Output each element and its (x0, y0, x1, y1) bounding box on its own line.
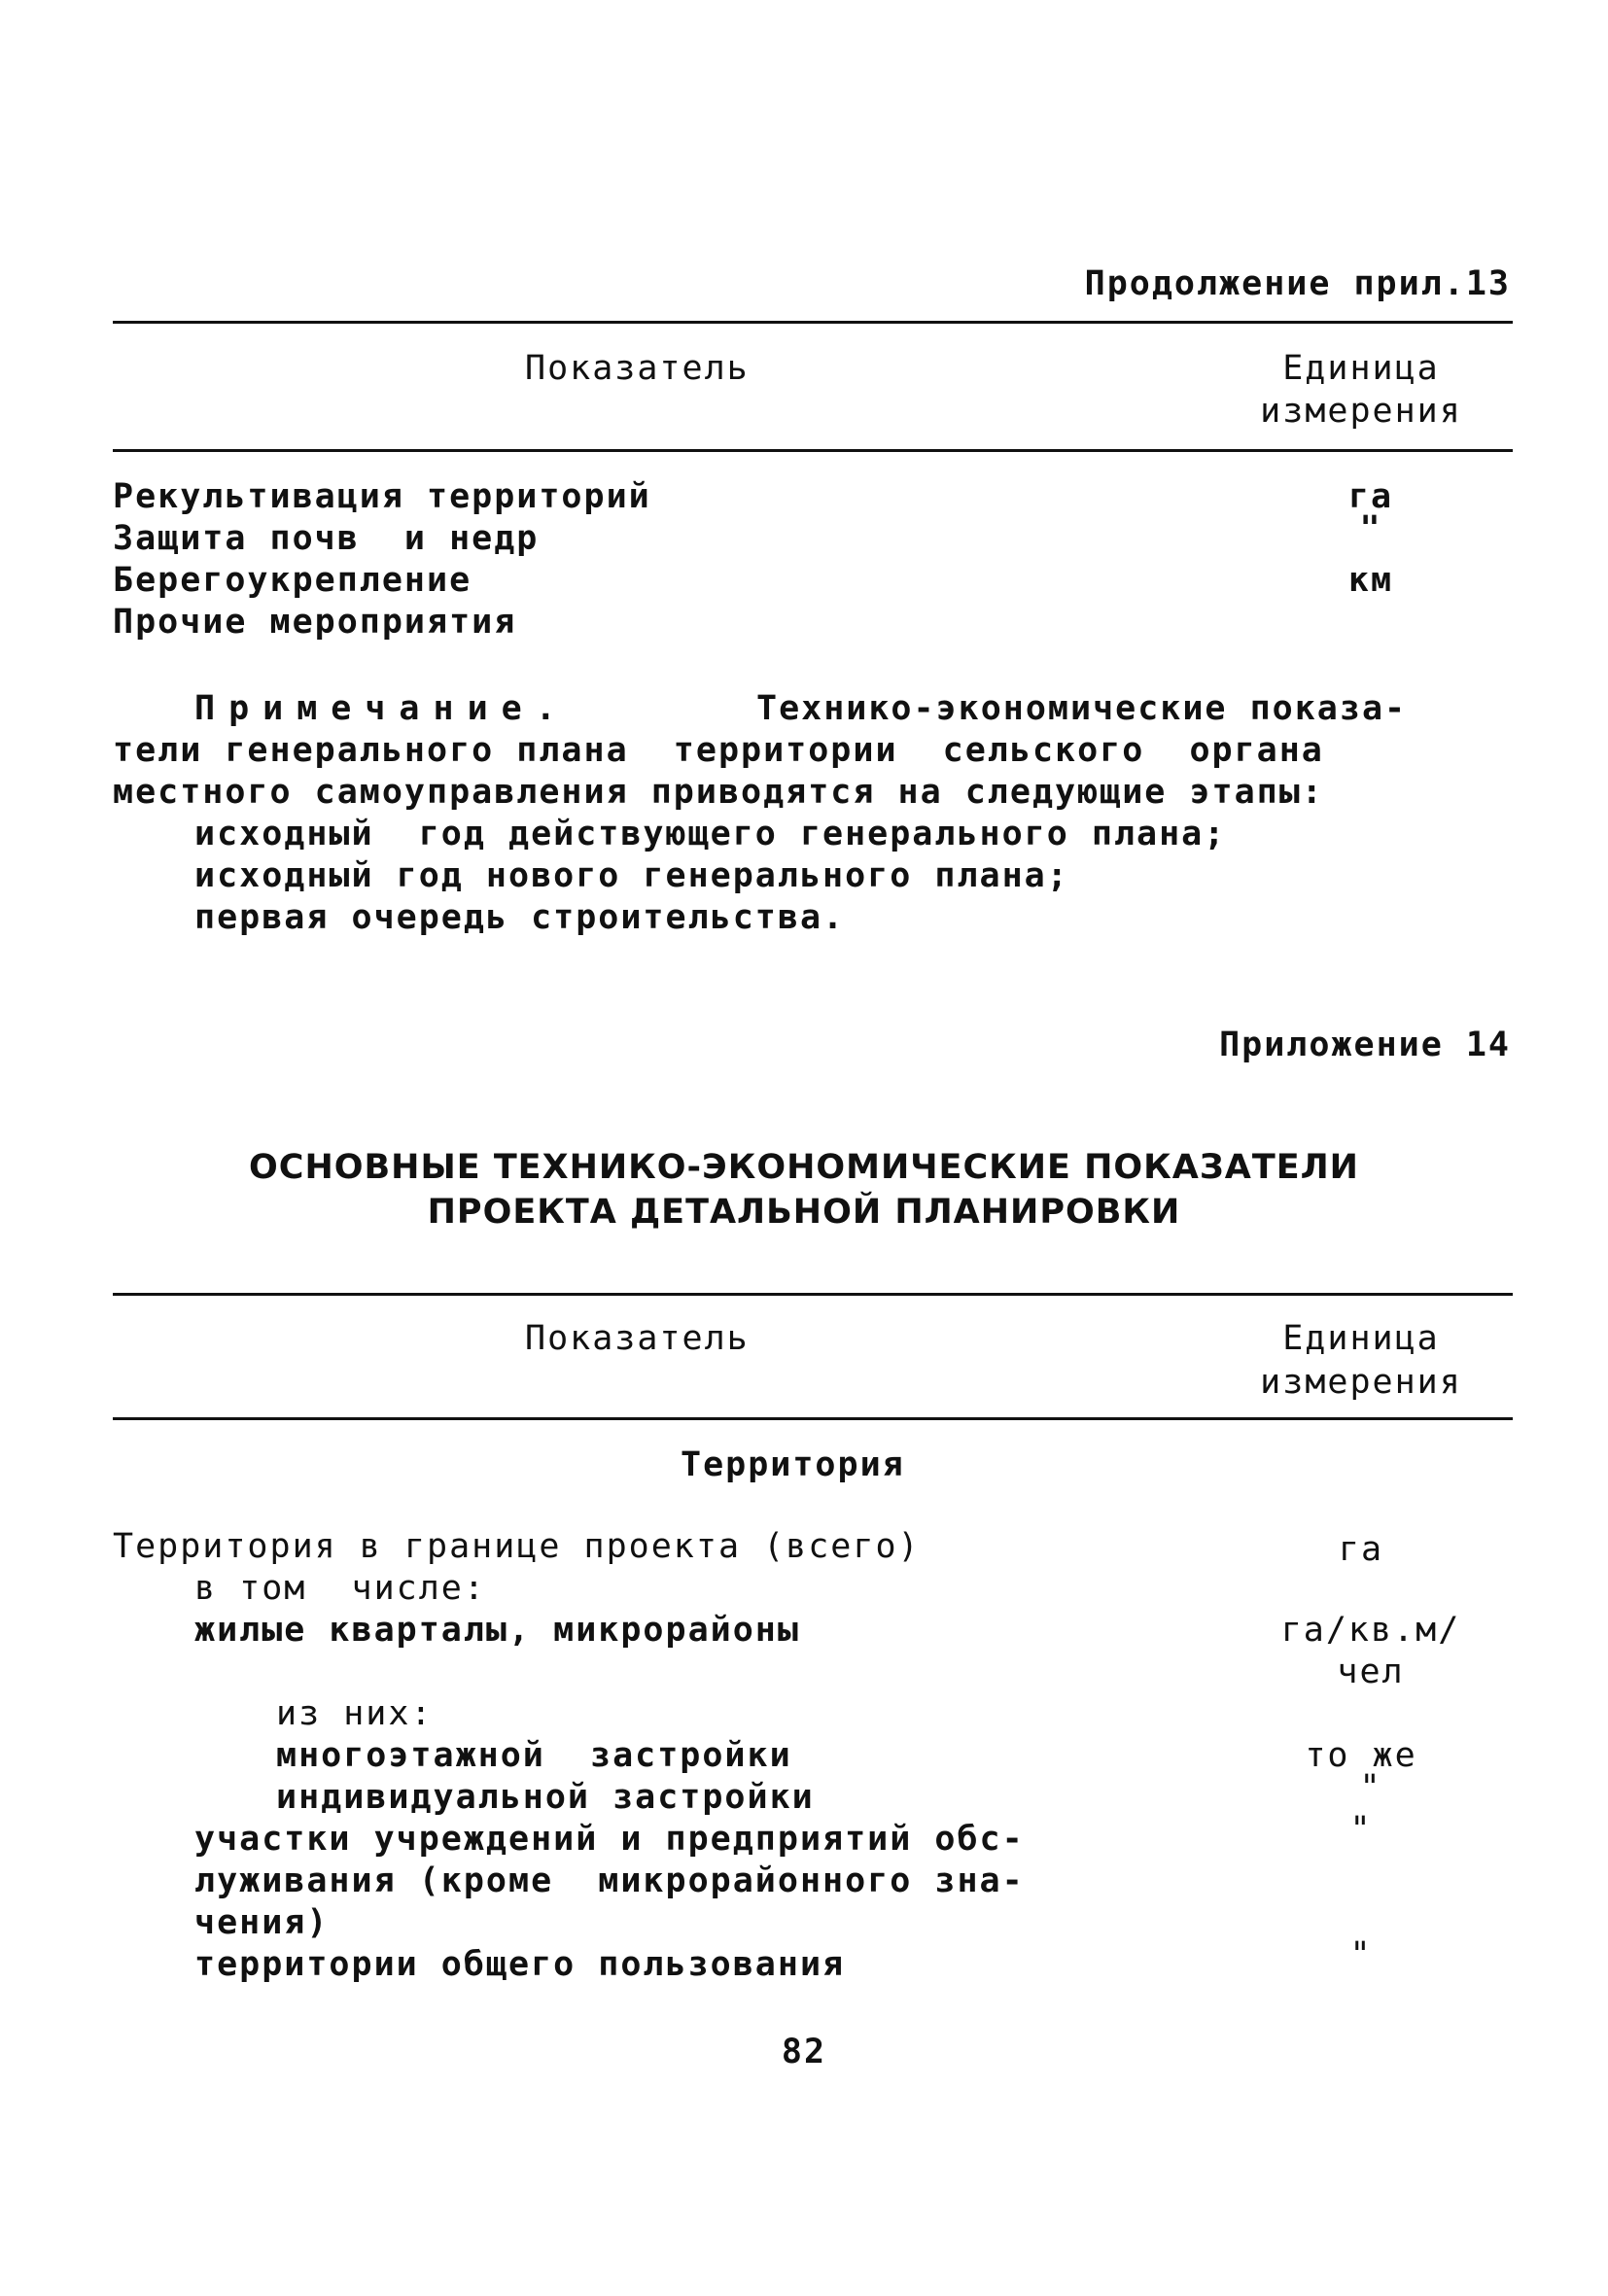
note-line: местного самоуправления приводятся на следующие этапы: (113, 773, 1324, 812)
table2-row-unit: га/кв.м/ (1280, 1611, 1461, 1650)
appendix-label: Приложение 14 (1219, 1026, 1511, 1064)
table2-row-label: Территория в границе проекта (всего) (113, 1527, 921, 1566)
table2-row-label: луживания (кроме микрорайонного зна- (194, 1861, 1025, 1900)
continuation-label: Продолжение прил.13 (1084, 264, 1511, 303)
table2-row-label: жилые кварталы, микрорайоны (194, 1611, 800, 1650)
table1-row-unit: " (1359, 509, 1382, 548)
table2-row-label: участки учреждений и предприятий обс- (194, 1820, 1025, 1859)
table1-row-label: Прочие мероприятия (113, 603, 517, 642)
table2-header-unit-line2: измерения (1260, 1363, 1462, 1402)
table1-header-rule (113, 449, 1513, 452)
table2-section-heading: Территория (681, 1445, 905, 1484)
table2-row-label: индивидуальной застройки (276, 1778, 815, 1817)
table1-row-label: Берегоукрепление (113, 561, 472, 600)
table2-row-unit: " (1359, 1768, 1382, 1807)
table2-row-label: многоэтажной застройки (276, 1736, 792, 1775)
table2-row-unit: " (1349, 1810, 1373, 1849)
table2-row-unit: га (1338, 1530, 1384, 1569)
table1-header-indicator: Показатель (525, 349, 750, 388)
section-title-line1: ОСНОВНЫЕ ТЕХНИКО-ЭКОНОМИЧЕСКИЕ ПОКАЗАТЕЛИ (249, 1148, 1359, 1187)
note-list-item: исходный год действующего генерального плана; (194, 815, 1227, 853)
table2-header-indicator: Показатель (525, 1319, 750, 1358)
note-list-item: исходный год нового генерального плана; (194, 856, 1069, 895)
table2-row-label: территории общего пользования (194, 1945, 846, 1984)
table2-row-label: из них: (276, 1694, 434, 1733)
table1-header-unit-line2: измерения (1260, 392, 1462, 431)
table1-row-label: Защита почв и недр (113, 519, 540, 558)
note-list-item: первая очередь строительства. (194, 898, 846, 937)
table2-row-unit: " (1349, 1935, 1373, 1974)
table2-row-unit: то же (1305, 1736, 1417, 1775)
table1-top-rule (113, 321, 1513, 324)
table2-top-rule (113, 1293, 1513, 1296)
table2-row-label: в том числе: (194, 1569, 486, 1608)
table2-header-rule (113, 1417, 1513, 1420)
section-title-line2: ПРОЕКТА ДЕТАЛЬНОЙ ПЛАНИРОВКИ (427, 1193, 1181, 1232)
table2-header-unit-line1: Единица (1282, 1319, 1440, 1358)
table1-row-label: Рекультивация территорий (113, 477, 651, 516)
table1-row-unit: км (1347, 561, 1394, 600)
table1-row-unit: га (1347, 477, 1394, 516)
note-line: Технико-экономические показа- (756, 689, 1408, 728)
note-heading: Примечание. (194, 689, 570, 728)
page-number: 82 (781, 2033, 827, 2071)
table1-header-unit-line1: Единица (1282, 349, 1440, 388)
table2-row-unit: чел (1337, 1652, 1405, 1691)
note-line: тели генерального плана территории сельского органа (113, 731, 1324, 770)
table2-row-label: чения) (194, 1903, 330, 1942)
